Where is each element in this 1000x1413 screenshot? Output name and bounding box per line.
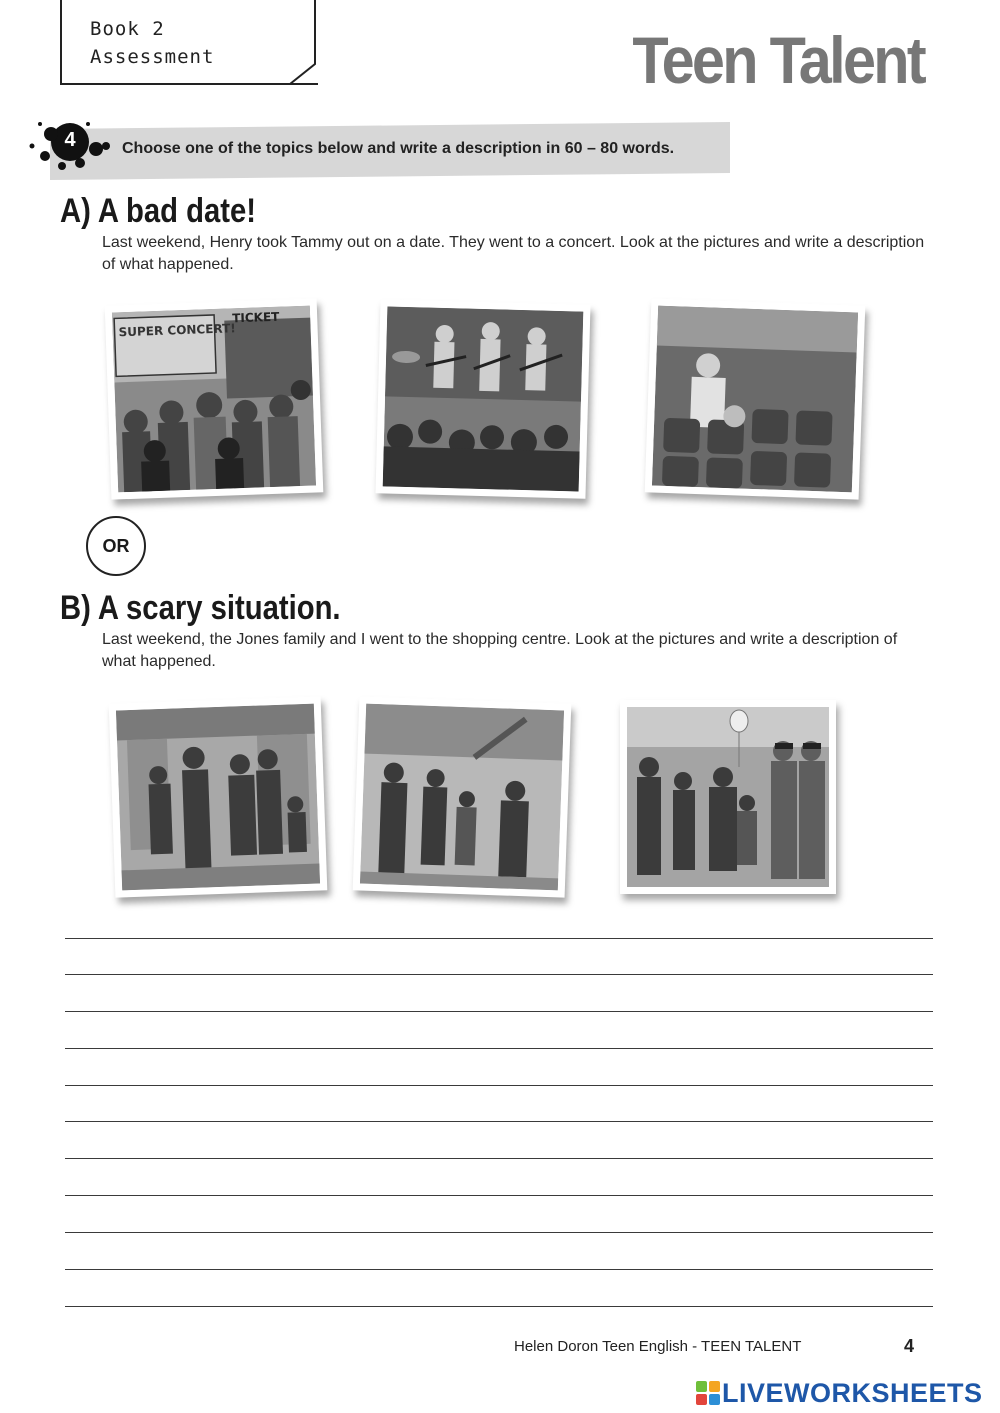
- topic-b-heading: B) A scary situation.: [60, 589, 341, 627]
- writing-line[interactable]: [65, 1195, 933, 1196]
- book-assessment: Assessment: [90, 46, 215, 68]
- book-box-frame: [60, 0, 318, 88]
- ticket-sign: TICKET: [231, 309, 280, 326]
- writing-line[interactable]: [65, 974, 933, 975]
- writing-line[interactable]: [65, 1121, 933, 1122]
- shopping-centre-picture: [353, 696, 572, 897]
- police-reunion-picture: [620, 700, 836, 894]
- topic-b-text: Last weekend, the Jones family and I went to the shopping centre. Look at the pictures and write a description of what happened.: [102, 631, 898, 670]
- writing-line[interactable]: [65, 1269, 933, 1270]
- writing-line[interactable]: [65, 1306, 933, 1307]
- super-concert-sign: SUPER CONCERT!: [118, 321, 237, 340]
- concert-queue-picture: [105, 298, 324, 499]
- writing-line[interactable]: [65, 1011, 933, 1012]
- writing-line[interactable]: [65, 938, 933, 939]
- empty-seats-picture: [645, 298, 866, 499]
- task-instruction: Choose one of the topics below and write a description in 60 – 80 words.: [122, 140, 675, 157]
- liveworksheets-text: LIVEWORKSHEETS: [722, 1378, 983, 1408]
- writing-line[interactable]: [65, 1085, 933, 1086]
- topic-a-text: Last weekend, Henry took Tammy out on a date. They went to a concert. Look at the pictures and write a description of what happened.: [102, 234, 925, 273]
- page-number: 4: [904, 1336, 915, 1356]
- band-on-stage-picture: [375, 299, 590, 498]
- writing-line[interactable]: [65, 1048, 933, 1049]
- liveworksheets-logo-icon: [696, 1381, 720, 1405]
- topic-a-heading: A) A bad date!: [60, 192, 257, 230]
- task-number: 4: [64, 129, 76, 151]
- writing-line[interactable]: [65, 1232, 933, 1233]
- book-number: Book 2: [90, 18, 165, 40]
- book-label-box: [60, 0, 316, 86]
- brand-title: Teen Talent: [632, 23, 924, 97]
- family-entrance-picture: [109, 696, 328, 897]
- writing-line[interactable]: [65, 1158, 933, 1159]
- or-circle: OR: [86, 516, 146, 576]
- footer-publisher: Helen Doron Teen English - TEEN TALENT: [514, 1338, 802, 1355]
